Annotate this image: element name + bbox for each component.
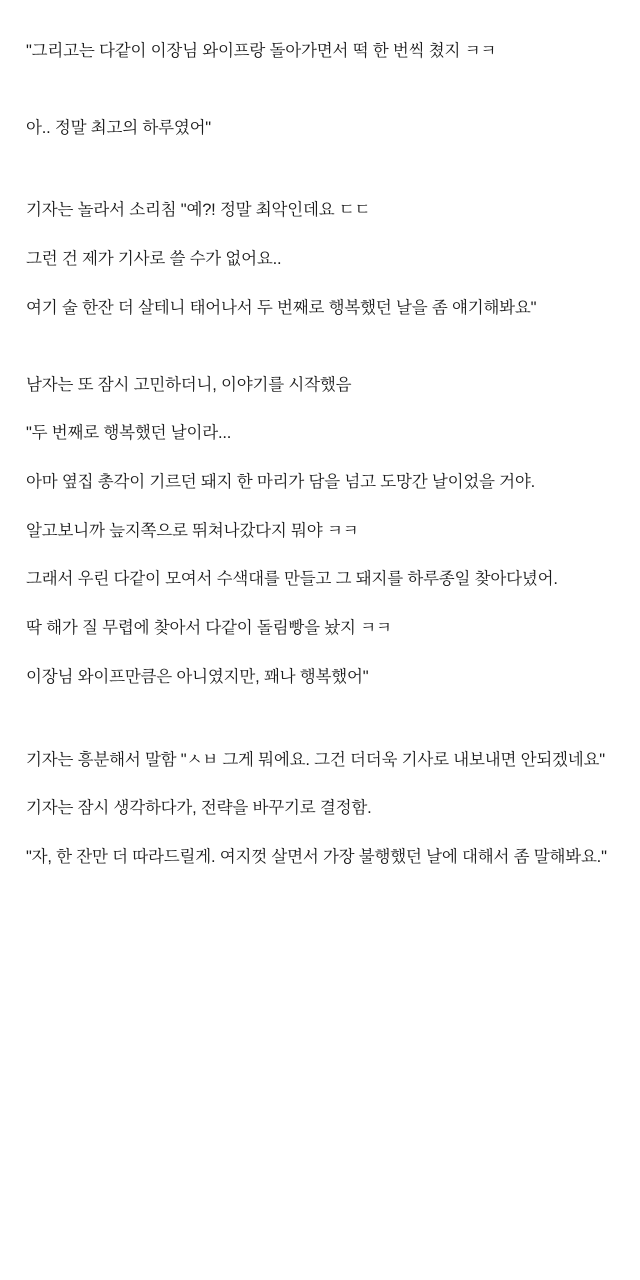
story-paragraph: 아.. 정말 최고의 하루였어" bbox=[26, 118, 211, 137]
story-paragraph: 알고보니까 늪지쪽으로 뛰쳐나갔다지 뭐야 ㅋㅋ bbox=[26, 521, 359, 540]
story-paragraph: 이장님 와이프만큼은 아니였지만, 꽤나 행복했어" bbox=[26, 667, 369, 686]
story-paragraph: "그리고는 다같이 이장님 와이프랑 돌아가면서 떡 한 번씩 쳤지 ㅋㅋ bbox=[26, 42, 497, 60]
story-paragraph: 그런 건 제가 기사로 쓸 수가 없어요.. bbox=[26, 250, 282, 269]
story-paragraph: 기자는 흥분해서 말함 "ㅅㅂ 그게 뭐에요. 그건 더더욱 기사로 내보내면 안되겠네요" bbox=[26, 750, 605, 769]
story-paragraph: 아마 옆집 총각이 기르던 돼지 한 마리가 담을 넘고 도망간 날이었을 거야. bbox=[26, 473, 536, 492]
story-text-body bbox=[26, 38, 614, 871]
story-paragraph: 딱 해가 질 무렵에 찾아서 다같이 돌림빵을 놨지 ㅋㅋ bbox=[26, 619, 392, 638]
story-paragraph: 그래서 우린 다같이 모여서 수색대를 만들고 그 돼지를 하루종일 찾아다녔어. bbox=[26, 570, 558, 589]
story-paragraph: "자, 한 잔만 더 따라드릴게. 여지껏 살면서 가장 불행했던 날에 대해서 좀 말해봐요." bbox=[26, 848, 607, 867]
story-paragraph: 기자는 잠시 생각하다가, 전략을 바꾸기로 결정함. bbox=[26, 799, 372, 818]
story-paragraph: 기자는 놀라서 소리침 "예?! 정말 최악인데요 ㄷㄷ bbox=[26, 201, 371, 220]
story-paragraph: 여기 술 한잔 더 살테니 태어나서 두 번째로 행복했던 날을 좀 얘기해봐요" bbox=[26, 298, 537, 317]
story-paragraph: "두 번째로 행복했던 날이라... bbox=[26, 424, 232, 443]
story-paragraph: 남자는 또 잠시 고민하더니, 이야기를 시작했음 bbox=[26, 375, 352, 394]
